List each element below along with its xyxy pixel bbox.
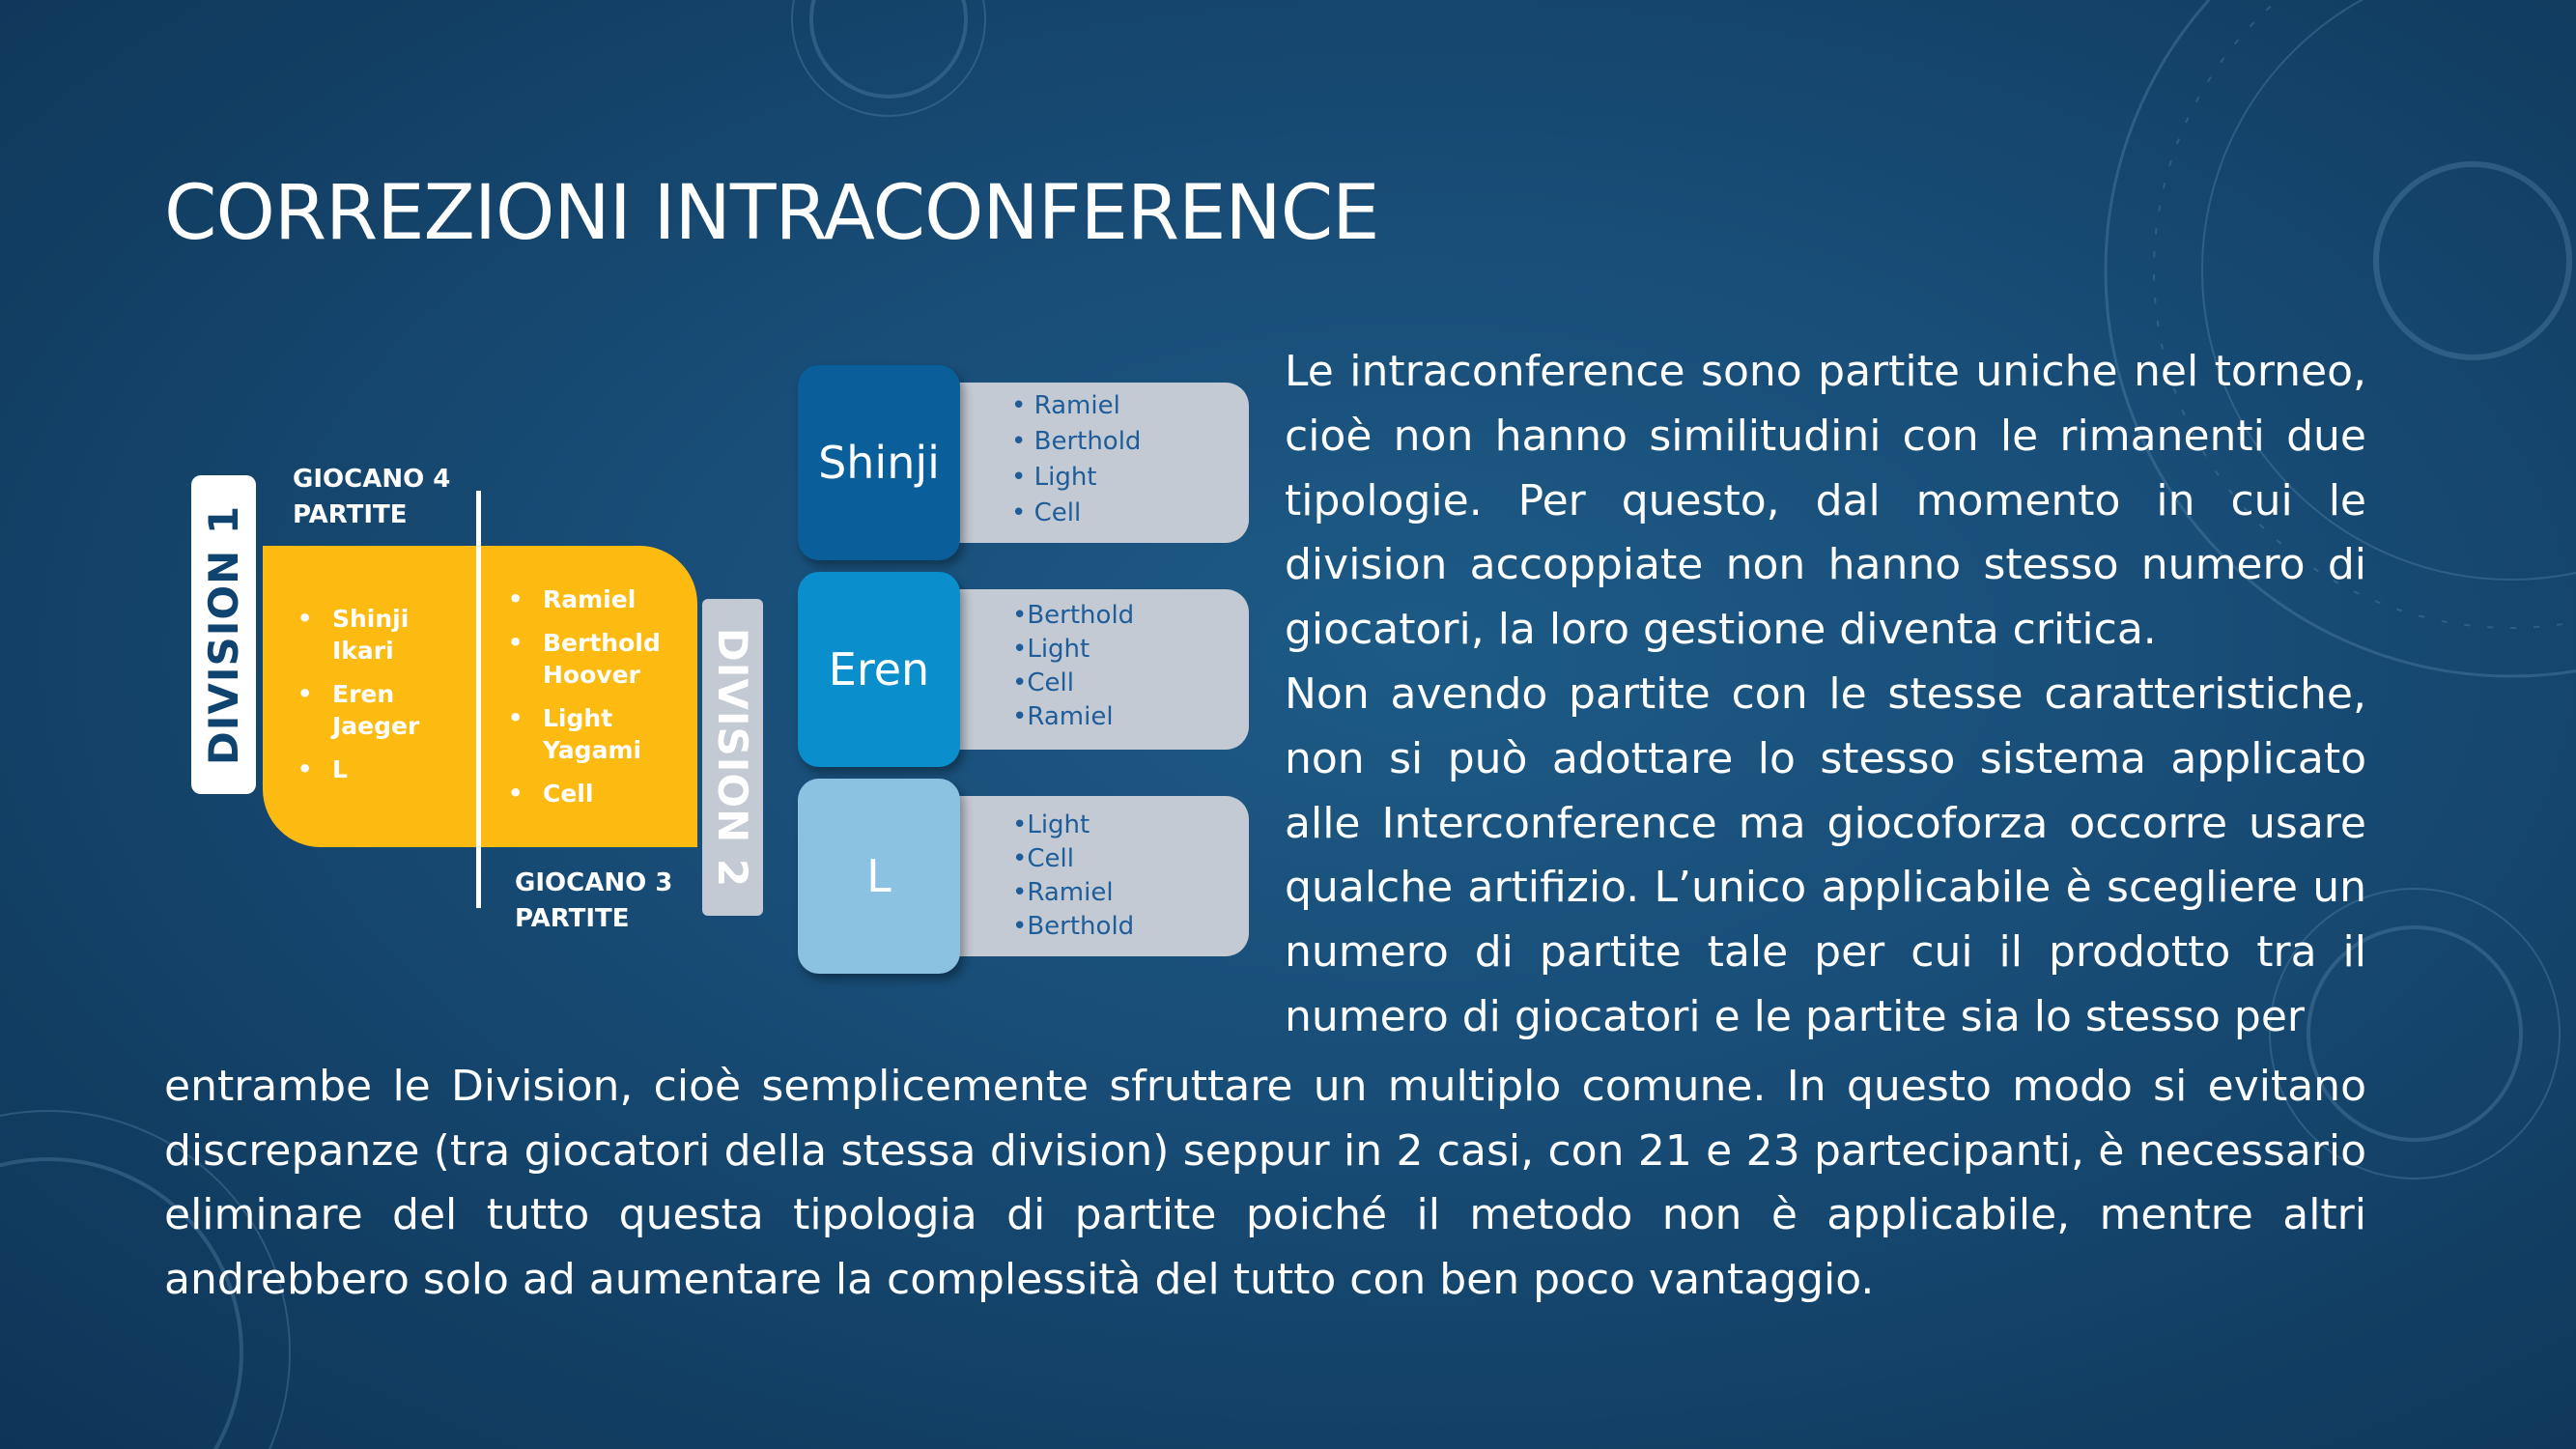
giocano-4-label: GIOCANO 4 PARTITE — [293, 465, 451, 529]
list-item — [508, 583, 692, 615]
player-ramiel: Ramiel — [543, 585, 637, 613]
l-card — [798, 779, 960, 974]
eren-card — [798, 572, 960, 767]
list-item — [297, 603, 462, 667]
list-item: • Light — [1012, 809, 1134, 842]
list-item: • Berthold — [1011, 424, 1141, 460]
slide-title: CORREZIONI INTRACONFERENCE — [164, 170, 1379, 257]
card-name-eren: Eren — [828, 643, 930, 696]
list-item: • Cell — [1012, 667, 1134, 700]
card-name-shinji: Shinji — [818, 437, 940, 489]
division-2-player-list — [508, 583, 692, 810]
list-item: • Berthold — [1012, 599, 1134, 633]
giocano-3-label: GIOCANO 3 PARTITE — [515, 868, 673, 933]
paragraph-2-end: entrambe le Division, cioè semplicemente sfruttare un multiplo comune. In questo modo si evitano discrepanze (tra giocatori della stessa division) seppur in 2 casi, con 21 e 23 partecipanti, è necessario eliminare del tutto questa tipologia di partite poiché il metodo non è applicabile, mentre altri andrebbero solo ad aumentare la complessità del tutto con ben poco vantaggio. — [164, 1062, 2366, 1304]
list-item — [508, 627, 692, 691]
division-1-label: DIVISION 1 — [200, 504, 248, 765]
list-item — [508, 778, 692, 810]
player-light: Light Yagami — [543, 704, 642, 764]
list-item: • Ramiel — [1012, 700, 1134, 734]
list-item: • Light — [1011, 460, 1141, 496]
divider-line — [476, 491, 481, 908]
list-item — [297, 678, 462, 742]
paragraph-1: Le intraconference sono partite uniche nel torneo, cioè non hanno similitudini con le rimanenti due tipologie. Per questo, dal momento in cui le division accoppiate non hanno stesso numero di giocatori, la loro gestione diventa critica. — [1285, 347, 2366, 655]
eren-opponent-list — [1012, 599, 1134, 734]
shinji-opponent-list — [1011, 388, 1141, 531]
player-eren: Eren Jaeger — [332, 680, 420, 740]
paragraph-2-start: Non avendo partite con le stesse caratteristiche, non si può adottare lo stesso sistema applicato alle Interconference ma giocoforza occorre usare qualche artifizio. L’unico applicabile è scegliere un numero di partite tale per cui il prodotto tra il numero di giocatori e le partite sia lo stesso per — [1285, 668, 2366, 1041]
division-1-label-box — [191, 475, 256, 794]
list-item: • Ramiel — [1012, 876, 1134, 910]
division-2-label-box — [702, 599, 763, 916]
card-name-l: L — [866, 850, 892, 902]
list-item: • Light — [1012, 633, 1134, 667]
list-item — [297, 753, 462, 785]
list-item: • Berthold — [1012, 910, 1134, 944]
list-item — [508, 702, 692, 766]
player-berthold: Berthold Hoover — [543, 629, 661, 689]
division-2-label: DIVISION 2 — [709, 627, 757, 888]
player-shinji: Shinji Ikari — [332, 605, 410, 665]
shinji-card — [798, 365, 960, 560]
player-cell: Cell — [543, 780, 594, 808]
list-item: • Cell — [1011, 496, 1141, 531]
list-item: • Ramiel — [1011, 388, 1141, 424]
division-1-player-list — [297, 603, 462, 785]
l-opponent-list — [1012, 809, 1134, 944]
player-l: L — [332, 755, 348, 783]
list-item: • Cell — [1012, 842, 1134, 876]
body-text-right — [1285, 340, 2366, 1050]
